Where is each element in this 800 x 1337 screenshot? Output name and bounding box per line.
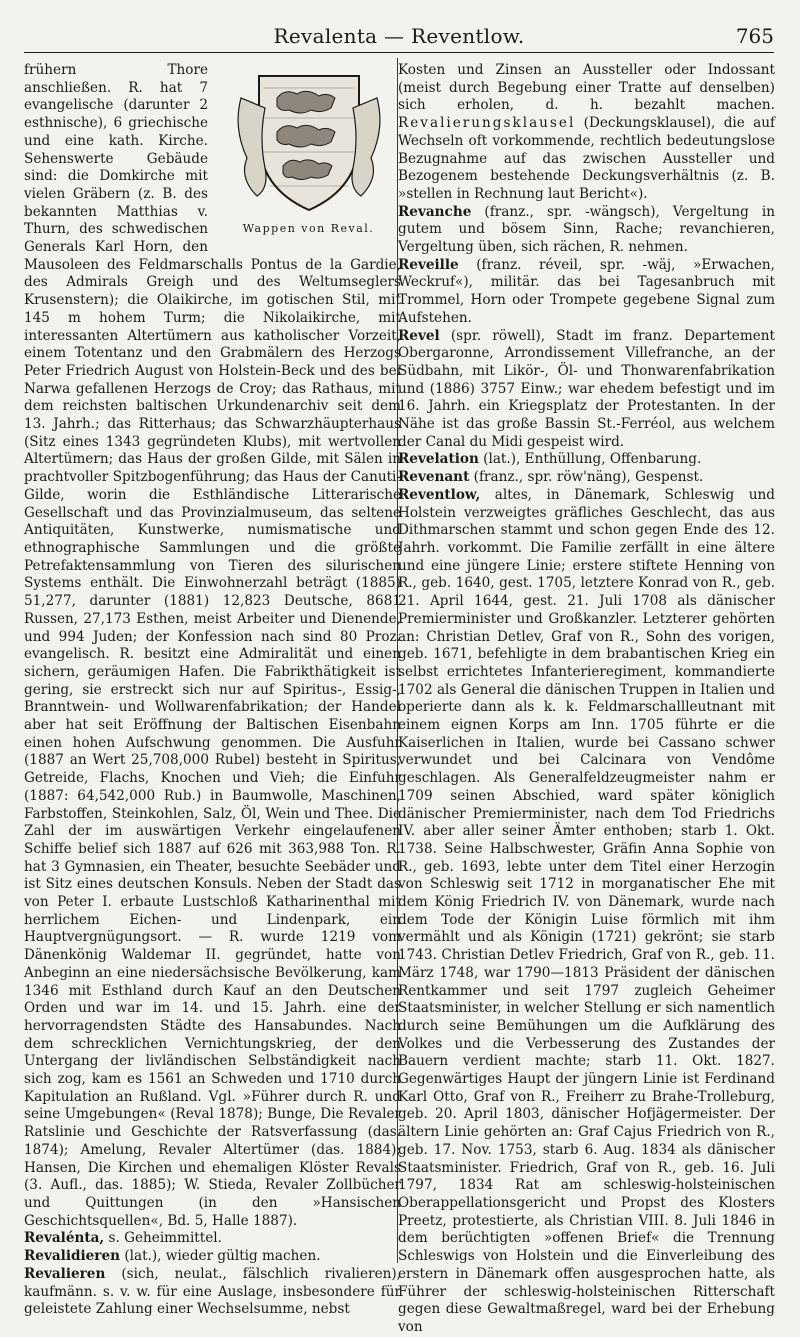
entry-text: altes, in Dänemark, Schleswig und Holstein verzweigtes gräfliches Geschlecht, das aus Dithmarschen stammt und schon gegen Ende des 12. Jahrh. vorkommt. Die Familie zerfällt in eine ältere und eine jüngere Linie; erstere stiftete Henning von R., geb. 1640, gest. 1705, letztere Konrad von R., geb. 21. April 1644, gest. 21. Juli 1708 als dänischer Premierminister und Großkanzler. Letzterer gehörten an: Christian Detlev, Graf von R., Sohn des vorigen, geb. 1671, befehligte in dem brabantischen Krieg ein selbst errichtetes Infanterieregiment, kommandierte 1702 als General die dänischen Truppen in Italien und operierte dann als k. k. Feldmarschallleutnant mit einem eignen Korps am Inn. 1705 führte er die Kaiserlichen in Italien, wurde bei Cassano schwer verwundet und bei Calcinara von Vendôme geschlagen. Als Generalfeldzeugmeister nahm er 1709 seinen Abschied, ward später königlich dänischer Premierminister, nach dem Tod Friedrichs IV. aber aller seiner Ämter enthoben; starb 1. Okt. 1738. Seine Halbschwester, Gräfin Anna Sophie von R., geb. 1693, lebte unter dem Titel einer Herzogin von Schleswig seit 1712 in morganatischer Ehe mit dem König Friedrich IV. von Dänemark, wurde nach dem Tode der Königin Luise förmlich mit ihm vermählt und als Königin (1721) gekrönt; sie starb 1743. Christian Detlev Friedrich, Graf von R., geb. 11. März 1748, war 1790—1813 Präsident der dänischen Rentkammer und seit 1797 zugleich Geheimer Staatsminister, in welcher Stellung er sich namentlich durch seine Bemühungen um die Aufklärung des Volkes und die Verbesserung des Zustandes der Bauern verdient machte; starb 11. Okt. 1827. Gegenwärtiges Haupt der jüngern Linie ist Ferdinand Karl Otto, Graf von R., Freiherr zu Brahe-Trolleburg, geb. 20. April 1803, dänischer Hofjägermeister. Der ältern Linie gehörten an: Graf Cajus Friedrich von R., geb. 17. Nov. 1753, starb 6. Aug. 1834 als dänischer Staatsminister. Friedrich, Graf von R., geb. 16. Juli 1797, 1834 Rat am schleswig-holsteinischen Oberappellationsgericht und Propst des Klosters Preetz, protestierte, als Christian VIII. 8. Juli 1846 in dem berüchtigten »offenen Brief« die Trennung Schleswigs von Holstein und die Einverleibung des erstern in Dänemark offen ausgesprochen hatte, als Führer der schleswig-holsteinischen Ritterschaft gegen diese Gewaltmaßregel, ward bei der Erhebung von [398,486,775,1335]
headword: Revanche [398,203,472,220]
page-number: 765 [735,24,774,48]
headword: Revalieren [24,1265,106,1282]
entry-revalidieren [24,1248,401,1266]
page-header [24,22,774,53]
coat-of-arms-figure [216,64,401,244]
entry-text: (franz. réveil, spr. -wäj, »Erwachen, Weckruf«), militär. das bei Tagesanbruch mit Trommel, Horn oder Trompete gegebene Signal zum Aufstehen. [398,256,775,326]
entry-text: (Deckungsklausel), die auf Wechseln oft vorkommende, rechtlich bedeutungslose Bezugnahme auf das zwischen Aussteller und Bezogenem bestehende Deckungsverhältnis (z. B. »stellen in Rechnung laut Bericht«). [398,115,775,202]
running-title: Revalenta — Reventlow. [273,24,525,48]
headword: Revel [398,327,440,344]
reval-entry-continuation: frühern Thore anschließen. R. hat 7 evangelische (darunter 2 esthnische), 6 griechische und eine kath. Kirche. Sehenswerte Gebäude sind: die Domkirche mit vielen Gräbern (z. B. des bekannten Matthias v. Thurn, des schwedischen Generals Karl Horn, den Mausoleen des Feldmarschalls Pontus de la Gardie, des Admirals Greigh und des Weltumseglers Krusenstern); die Olaikirche, im gotischen Stil, mit 145 m hohem Turm; die Nikolaikirche, mit interessanten Altertümern aus katholischer Vorzeit, einem Totentanz und den Grabmälern des Herzogs Peter Friedrich August von Holstein-Beck und des bei Narwa gefallenen Herzogs de Croy; das Rathaus, mit dem reichsten baltischen Urkundenarchiv seit dem 13. Jahrh.; das Ritterhaus; das Schwarzhäupterhaus (Sitz eines 1343 gegründeten Klubs), mit wertvollen Altertümern; das Haus der großen Gilde, mit Sälen in prachtvoller Spitzbogenführung; das Haus der Canuti-Gilde, worin die Esthländische Litterarische Gesellschaft und das Provinzialmuseum, das seltene Antiquitäten, Kunstwerke, numismatische und ethnographische Sammlungen und die größte Petrefaktensammlung von Tieren des silurischen Systems enthält. Die Einwohnerzahl beträgt (1885) 51,277, darunter (1881) 12,823 Deutsche, 8681 Russen, 27,173 Esthen, meist Arbeiter und Dienende, und 994 Juden; der Konfession nach sind 80 Proz. evangelisch. R. besitzt eine Admiralität und einen sichern, geräumigen Hafen. Die Fabrikthätigkeit ist gering, sie erstreckt sich nur auf Spiritus-, Essig-, Branntwein- und Wollwarenfabrikation; der Handel aber hat seit Eröffnung der Baltischen Eisenbahn einen hohen Aufschwung genommen. Die Ausfuhr (1887 an Wert 25,708,000 Rubel) besteht in Spiritus, Getreide, Flachs, Knochen und Vieh; die Einfuhr (1887: 64,542,000 Rub.) in Baumwolle, Maschinen, Farbstoffen, Steinkohlen, Salz, Öl, Wein und Thee. Die Zahl der im auswärtigen Verkehr eingelaufenen Schiffe belief sich 1887 auf 626 mit 363,988 Ton. R. hat 3 Gymnasien, ein Theater, besuchte Seebäder und ist Sitz eines deutschen Konsuls. Neben der Stadt das von Peter I. erbaute Lustschloß Katharinenthal mit herrlichem Eichen- und Lindenpark, ein Hauptvergnügungsort. — R. wurde 1219 vom Dänenkönig Waldemar II. gegründet, hatte von Anbeginn an eine niedersächsische Bevölkerung, kam 1346 mit Esthland durch Kauf an den Deutschen Orden und war im 14. und 15. Jahrh. eine der hervorragendsten Städte des Hansabundes. Nach dem schrecklichen Vernichtungskrieg, der den Untergang der livländischen Selbständigkeit nach sich zog, kam es 1561 an Schweden und 1710 durch Kapitulation an Rußland. Vgl. »Führer durch R. und seine Umgebungen« (Reval 1878); Bunge, Die Revaler Ratslinie und Geschichte der Ratsverfassung (das. 1874); Amelung, Revaler Altertümer (das. 1884); Hansen, Die Kirchen und ehemaligen Klöster Revals (3. Aufl., das. 1885); W. Stieda, Revaler Zollbücher und Quittungen (in den »Hansischen Geschichtsquellen«, Bd. 5, Halle 1887). [24,62,401,1229]
entry-text: (sich, neulat., fälschlich rivalieren), kaufmänn. s. v. w. für eine Auslage, insbesondere für geleistete Zahlung einer Wechselsumme, nebst [24,1265,401,1318]
headword: Reveille [398,256,459,273]
revalieren-continuation [398,62,775,204]
entry-revenant [398,469,775,487]
right-column [398,62,775,1335]
entry-revel [398,328,775,452]
left-column [24,62,401,1318]
entry-text: (franz., spr. -wängsch), Vergeltung in gutem und bösem Sinn, Rache; revanchieren, Vergeltung üben, sich rächen, R. nehmen. [398,203,775,256]
headword: Revelation [398,451,479,468]
entry-text: s. Geheimmittel. [104,1230,222,1247]
entry-reventlow [398,487,775,1337]
headword: Revalénta, [24,1230,105,1247]
headword: Reventlow, [398,486,481,503]
entry-text: (lat.), wieder gültig machen. [120,1248,321,1265]
entry-revanche [398,204,775,257]
entry-revalenta [24,1230,401,1248]
entry-reveille [398,257,775,328]
term: Revalierungsklausel [398,115,576,132]
entry-text: (lat.), Enthüllung, Offenbarung. [478,451,702,468]
entry-revalieren [24,1266,401,1319]
entry-revelation [398,451,775,469]
entry-text: (spr. röwell), Stadt im franz. Departement Obergaronne, Arrondissement Villefranche, an der Südbahn, mit Likör-, Öl- und Thonwarenfabrikation und (1886) 3757 Einw.; war ehedem befestigt und im 16. Jahrh. ein Kriegsplatz der Protestanten. In der Nähe ist das große Bassin St.-Ferréol, aus welchem der Canal du Midi gespeist wird. [398,327,775,450]
entry-text: (franz., spr. röw'näng), Gespenst. [469,469,704,486]
headword: Revenant [398,469,470,486]
headword: Revalidieren [24,1248,120,1265]
figure-caption: Wappen von Reval. [242,222,375,235]
reval-coat-of-arms-icon [229,68,389,218]
entry-text: Kosten und Zinsen an Aussteller oder Indossant (meist durch Begebung einer Tratte auf denselben) sich erholen, d. h. bezahlt machen. [398,62,775,114]
